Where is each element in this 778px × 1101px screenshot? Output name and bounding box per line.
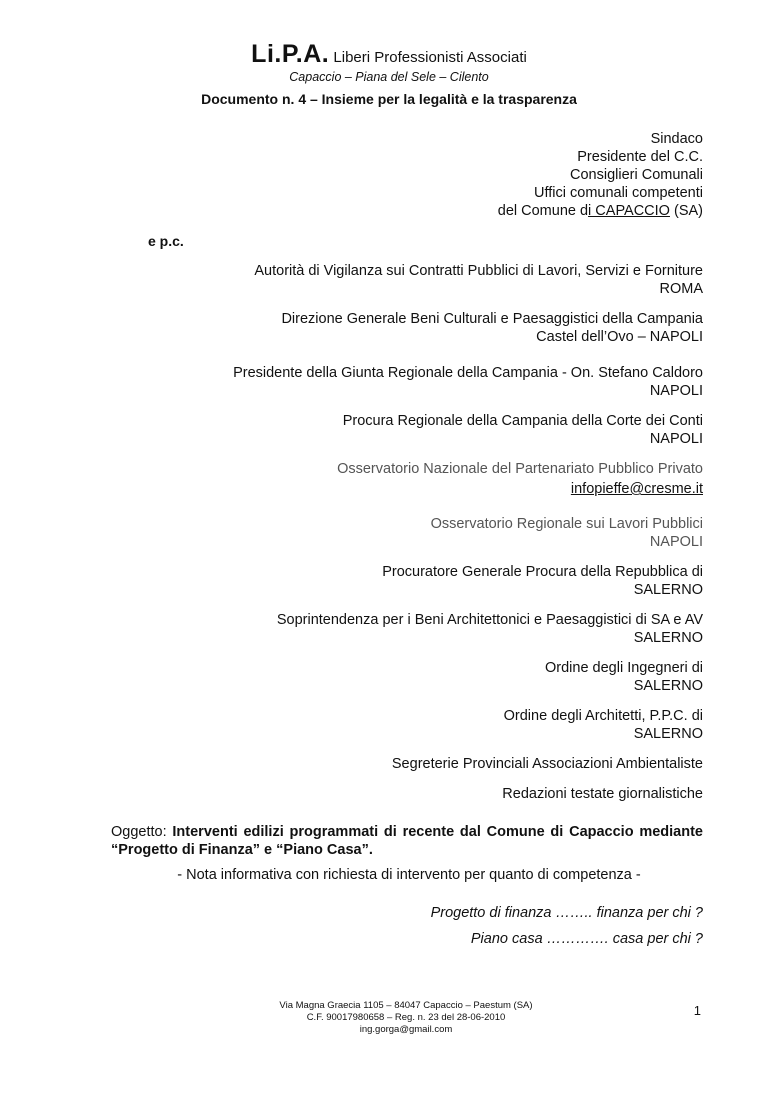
document-title: Documento n. 4 – Insieme per la legalità e la trasparenza xyxy=(201,91,577,107)
quote-line: Piano casa …………. casa per chi ? xyxy=(470,931,703,947)
cc-recipient-city: SALERNO xyxy=(633,678,703,694)
comune-suffix: (SA) xyxy=(669,203,703,219)
org-name: Liberi Professionisti Associati xyxy=(333,49,527,66)
comune-prefix: del Comune d xyxy=(497,203,589,219)
cc-recipient-name: Ordine degli Architetti, P.P.C. di xyxy=(503,708,703,724)
footer-address: Via Magna Graecia 1105 – 84047 Capaccio – Paestum (SA) xyxy=(279,1000,533,1011)
epc-label: e p.c. xyxy=(148,233,184,249)
comune-line xyxy=(498,202,703,220)
subject-label: Oggetto: xyxy=(111,824,173,840)
cc-recipient-city: NAPOLI xyxy=(649,534,703,550)
footer-registration: C.F. 90017980658 – Reg. n. 23 del 28-06-2010 xyxy=(306,1012,506,1023)
subject-paragraph xyxy=(111,823,703,859)
informative-note: - Nota informativa con richiesta di intervento per quanto di competenza - xyxy=(177,867,641,883)
footer xyxy=(0,1000,778,1036)
cc-recipient-name: Soprintendenza per i Beni Architettonici e Paesaggistici di SA e AV xyxy=(276,612,703,628)
cc-recipient-name: Procura Regionale della Campania della Corte dei Conti xyxy=(342,413,703,429)
org-logo: Li.P.A. xyxy=(251,40,330,68)
cc-recipient-name: Segreterie Provinciali Associazioni Ambientaliste xyxy=(391,756,703,772)
cc-recipient-name: Ordine degli Ingegneri di xyxy=(545,660,703,676)
page-number: 1 xyxy=(693,1003,701,1018)
cc-recipient-city: NAPOLI xyxy=(649,383,703,399)
email-link[interactable]: infopieffe@cresme.it xyxy=(570,481,703,497)
quote-line: Progetto di finanza …….. finanza per chi ? xyxy=(430,905,703,921)
cc-recipient-city: SALERNO xyxy=(633,726,703,742)
primary-recipient: Uffici comunali competenti xyxy=(534,185,703,201)
letterhead xyxy=(0,40,778,69)
cc-recipient-city: ROMA xyxy=(659,281,703,297)
footer-email: ing.gorga@gmail.com xyxy=(359,1024,453,1035)
org-subtitle: Capaccio – Piana del Sele – Cilento xyxy=(289,70,489,84)
cc-recipient-name: Presidente della Giunta Regionale della Campania - On. Stefano Caldoro xyxy=(233,365,703,381)
cc-recipient-name: Autorità di Vigilanza sui Contratti Pubblici di Lavori, Servizi e Forniture xyxy=(254,263,703,279)
cc-recipient-city: Castel dell’Ovo – NAPOLI xyxy=(536,329,703,345)
cc-recipient-name: Osservatorio Nazionale del Partenariato Pubblico Privato xyxy=(337,461,703,477)
cc-recipient-city: SALERNO xyxy=(633,582,703,598)
cc-recipient-city: SALERNO xyxy=(633,630,703,646)
comune-name: i CAPACCIO xyxy=(588,203,670,219)
cc-recipient-name: Procuratore Generale Procura della Repubblica di xyxy=(382,564,703,580)
cc-recipient-name: Redazioni testate giornalistiche xyxy=(502,786,703,802)
primary-recipient: Consiglieri Comunali xyxy=(570,167,703,183)
primary-recipient: Sindaco xyxy=(650,131,703,147)
primary-recipient: Presidente del C.C. xyxy=(577,149,703,165)
subject-text: Interventi edilizi programmati di recente dal Comune di Capaccio mediante “Progetto di Finanza” e “Piano Casa”. xyxy=(111,824,703,858)
cc-recipient-name: Direzione Generale Beni Culturali e Paesaggistici della Campania xyxy=(281,311,703,327)
cc-recipient-name: Osservatorio Regionale sui Lavori Pubblici xyxy=(430,516,703,532)
cc-recipient-city: NAPOLI xyxy=(649,431,703,447)
